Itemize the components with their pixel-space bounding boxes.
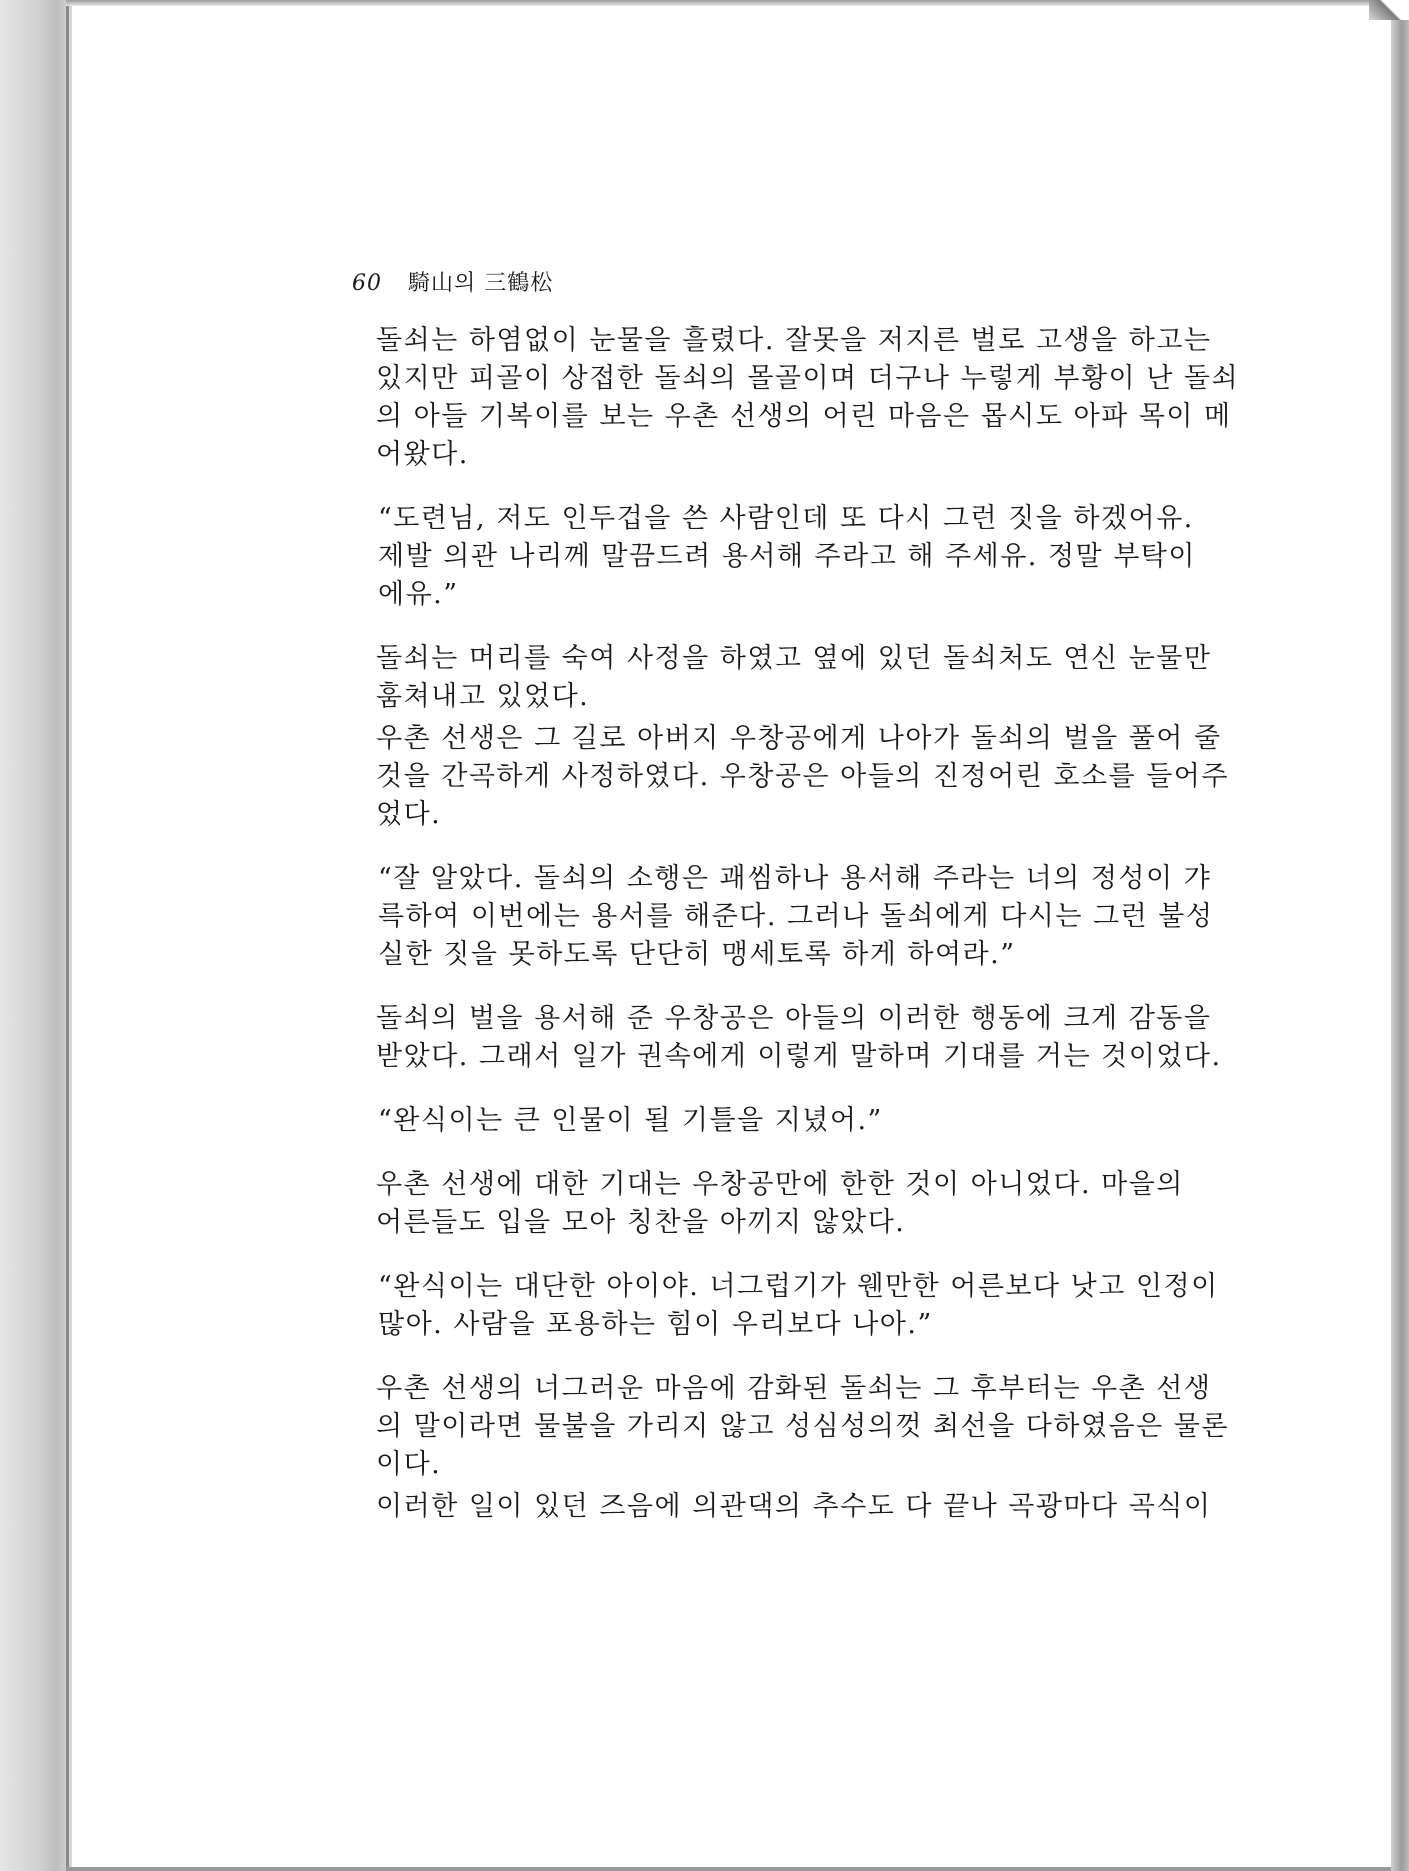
running-header: [352, 266, 553, 297]
dialogue-quote: [378, 860, 1214, 974]
text-line: 훔쳐내고 있었다.: [376, 681, 590, 712]
page-edge-right: [1391, 0, 1409, 1871]
text-line: 우촌 선생은 그 길로 아버지 우창공에게 나아가 돌쇠의 벌을 풀어 줄: [376, 723, 1222, 754]
page-edge-bottom: [66, 1867, 1391, 1871]
paragraph: [346, 1000, 1222, 1076]
text-line: 있지만 피골이 상접한 돌쇠의 몰골이며 더구나 누렇게 부황이 난 돌쇠: [376, 363, 1240, 394]
dialogue-quote: [378, 1268, 1219, 1344]
text-line: “완식이는 대단한 아이야. 너그럽기가 웬만한 어른보다 낫고 인정이: [378, 1271, 1219, 1302]
text-line: 어왔다.: [376, 439, 469, 470]
text-line: 실한 짓을 못하도록 단단히 맹세토록 하게 하여라.”: [378, 939, 1016, 970]
page-body: [346, 322, 1240, 1552]
text-line: 제발 의관 나리께 말끔드려 용서해 주라고 해 주세유. 정말 부탁이: [378, 541, 1196, 572]
text-line: 받았다. 그래서 일가 권속에게 이렇게 말하며 기대를 거는 것이었다.: [376, 1041, 1222, 1072]
page-binding-line: [66, 0, 69, 1871]
page-edge-top: [66, 0, 1391, 6]
text-line: “잘 알았다. 돌쇠의 소행은 괘씸하나 용서해 주라는 너의 정성이 갸: [378, 863, 1212, 894]
text-line: 많아. 사람을 포용하는 힘이 우리보다 나아.”: [378, 1309, 933, 1340]
text-line: 이러한 일이 있던 즈음에 의관댁의 추수도 다 끝나 곡광마다 곡식이: [376, 1491, 1212, 1522]
text-line: “완식이는 큰 인물이 될 기틀을 지녔어.”: [378, 1105, 883, 1136]
text-line: 이다.: [376, 1449, 442, 1480]
text-line: 우촌 선생에 대한 기대는 우창공만에 한한 것이 아니었다. 마을의: [376, 1169, 1184, 1200]
text-line: 돌쇠의 벌을 용서해 준 우창공은 아들의 이러한 행동에 크게 감동을: [376, 1003, 1212, 1034]
text-line: 의 아들 기복이를 보는 우촌 선생의 어린 마음은 몹시도 아파 목이 메: [376, 401, 1232, 432]
paragraph: [346, 640, 1212, 716]
dialogue-quote: [378, 1102, 1176, 1140]
text-line: 었다.: [376, 799, 442, 830]
book-title: 騎山의 三鶴松: [408, 271, 554, 296]
text-line: 돌쇠는 머리를 숙여 사정을 하였고 옆에 있던 돌쇠처도 연신 눈물만: [376, 643, 1212, 674]
text-line: 돌쇠는 하염없이 눈물을 흘렸다. 잘못을 저지른 벌로 고생을 하고는: [376, 325, 1212, 356]
text-line: 의 말이라면 물불을 가리지 않고 성심성의껏 최선을 다하였음은 물론: [376, 1411, 1229, 1442]
paragraph: [346, 322, 1240, 474]
text-line: 륵하여 이번에는 용서를 해준다. 그러나 돌쇠에게 다시는 그런 불성: [378, 901, 1214, 932]
paragraph: [346, 1166, 1184, 1242]
text-line: 에유.”: [378, 579, 459, 610]
paragraph: [346, 1370, 1229, 1484]
dialogue-quote: [378, 500, 1196, 614]
text-line: 우촌 선생의 너그러운 마음에 감화된 돌쇠는 그 후부터는 우촌 선생: [376, 1373, 1212, 1404]
paragraph: [346, 1488, 1212, 1526]
text-line: 어른들도 입을 모아 칭찬을 아끼지 않았다.: [376, 1207, 906, 1238]
paragraph: [346, 720, 1229, 834]
page-number: 60: [352, 271, 382, 296]
page-corner-fold: [1369, 0, 1409, 20]
text-line: “도련님, 저도 인두겁을 쓴 사람인데 또 다시 그런 짓을 하겠어유.: [378, 503, 1194, 534]
page-edge-left: [0, 0, 72, 1871]
text-line: 것을 간곡하게 사정하였다. 우창공은 아들의 진정어린 호소를 들어주: [376, 761, 1229, 792]
